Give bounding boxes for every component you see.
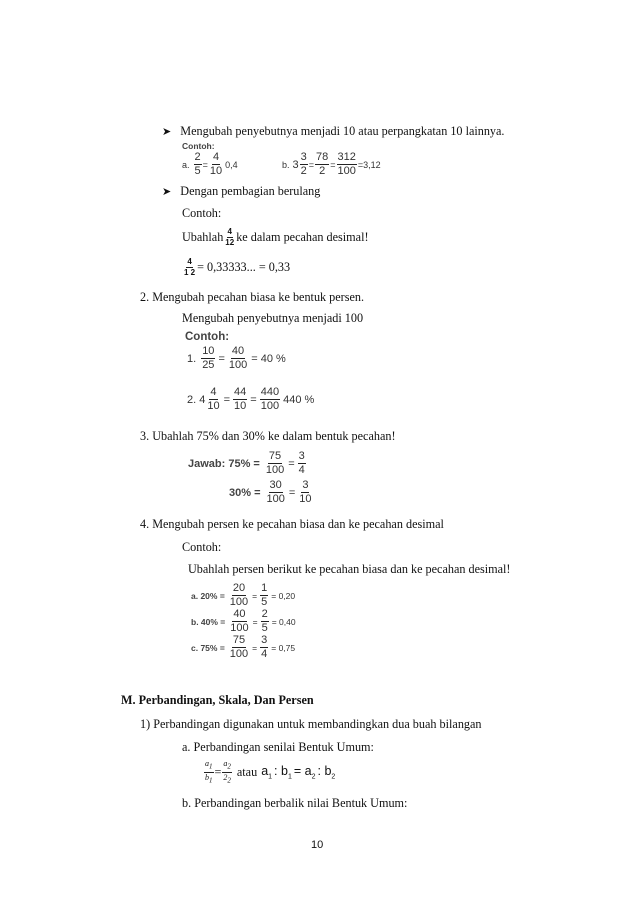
answer-30: 30% = $\frac{30}{100}$ = $\frac{3}{10}$ [229, 479, 312, 505]
question-line: Ubahlah $\frac{4}{12}$ ke dalam pecahan desimal! [182, 227, 369, 247]
m1-item: 1) Perbandingan digunakan untuk membandingkan dua buah bilangan [140, 717, 482, 731]
fraction: $\frac{1}{5}$ [261, 582, 268, 608]
fraction: $\frac{4}{1 2}$ [184, 257, 196, 277]
fraction: $\frac{40}{100}$ [230, 608, 249, 634]
conversion-c: c. 75% = $\frac{75}{100}$ = $\frac{3}{4}$ = 0,75 [191, 634, 296, 660]
fraction: $\frac{44}{10}$ [234, 386, 247, 412]
answer-line: $\frac{4}{1 2}$ = 0,33333... = 0,33 [184, 257, 291, 277]
fraction: $\frac{3}{10}$ [299, 479, 312, 505]
example-2: 2. 4 $\frac{4}{10}$ = $\frac{44}{10}$ = $\frac{440}{100}$ 440 % [187, 386, 315, 412]
fraction: $\frac{4}{10}$ [209, 151, 223, 177]
bullet-item-2 [162, 184, 320, 199]
proportion-formula: $\frac{a_1}{b_1}$ = $\frac{a_2}{2_2}$ atau $a_1$ : $b_1$ = $a_2$ : $b_2$ [205, 759, 336, 785]
bullet-item-1 [162, 124, 504, 139]
fraction: $\frac{a_1}{b_1}$ [205, 759, 213, 785]
bullet-1-text: Mengubah penyebutnya menjadi 10 atau perpangkatan 10 lainnya. [180, 124, 505, 138]
arrow-bullet-icon: ➤ [162, 125, 172, 138]
numbered-item-2: 2. Mengubah pecahan biasa ke bentuk persen. [140, 290, 365, 304]
fraction: $\frac{2}{5}$ [261, 608, 268, 634]
fraction: $\frac{78}{2}$ [316, 151, 329, 177]
contoh-label: Contoh: [182, 206, 222, 220]
answer-75: Jawab: 75% = $\frac{75}{100}$ = $\frac{3}{4}$ [188, 450, 305, 476]
example-a-label: a. [182, 159, 190, 170]
bullet-2-text: Dengan pembagian berulang [180, 184, 321, 198]
numbered-item-2-sub: Mengubah penyebutnya menjadi 100 [182, 311, 364, 325]
fraction: $\frac{2}{5}$ [194, 151, 201, 177]
fraction: $\frac{312}{100}$ [337, 151, 356, 177]
example-b: b. 3 $\frac{3}{2}$ = $\frac{78}{2}$ = $\frac{312}{100}$ = 3,12 [282, 151, 381, 177]
fraction: $\frac{3}{4}$ [261, 634, 268, 660]
contoh-label: Contoh: [185, 331, 230, 343]
page-number: 10 [311, 839, 324, 851]
fraction: $\frac{3}{4}$ [298, 450, 305, 476]
fraction: $\frac{75}{100}$ [265, 450, 285, 476]
fraction: $\frac{20}{100}$ [229, 582, 249, 608]
conversion-b: b. 40% = $\frac{40}{100}$ = $\frac{2}{5}$ = 0,40 [191, 608, 296, 634]
section-heading: M. Perbandingan, Skala, Dan Persen [121, 693, 314, 707]
fraction: $\frac{30}{100}$ [266, 479, 285, 505]
m1-a-item: a. Perbandingan senilai Bentuk Umum: [182, 740, 374, 754]
fraction: $\frac{4}{10}$ [207, 386, 220, 412]
fraction: $\frac{a_2}{2_2}$ [223, 759, 231, 785]
numbered-item-3: 3. Ubahlah 75% dan 30% ke dalam bentuk pecahan! [140, 429, 396, 443]
conversion-a: a. 20% = $\frac{20}{100}$ = $\frac{1}{5}$ = 0,20 [191, 582, 296, 608]
fraction: $\frac{4}{12}$ [225, 227, 235, 247]
example-a: a. $\frac{2}{5}$ = $\frac{4}{10}$ 0,4 [182, 151, 238, 177]
fraction: $\frac{3}{2}$ [300, 151, 307, 177]
contoh-label: Contoh: [182, 141, 215, 151]
arrow-bullet-icon: ➤ [162, 185, 172, 198]
fraction: $\frac{40}{100}$ [228, 345, 248, 371]
contoh-label: Contoh: [182, 540, 222, 554]
fraction: $\frac{75}{100}$ [229, 634, 249, 660]
fraction: $\frac{10}{25}$ [202, 345, 215, 371]
n4-question: Ubahlah persen berikut ke pecahan biasa dan ke pecahan desimal! [188, 562, 511, 576]
example-1: 1. $\frac{10}{25}$ = $\frac{40}{100}$ = 40 % [187, 345, 286, 371]
m1-b-item: b. Perbandingan berbalik nilai Bentuk Umum: [182, 796, 408, 810]
fraction: $\frac{440}{100}$ [260, 386, 280, 412]
numbered-item-4: 4. Mengubah persen ke pecahan biasa dan ke pecahan desimal [140, 517, 444, 531]
